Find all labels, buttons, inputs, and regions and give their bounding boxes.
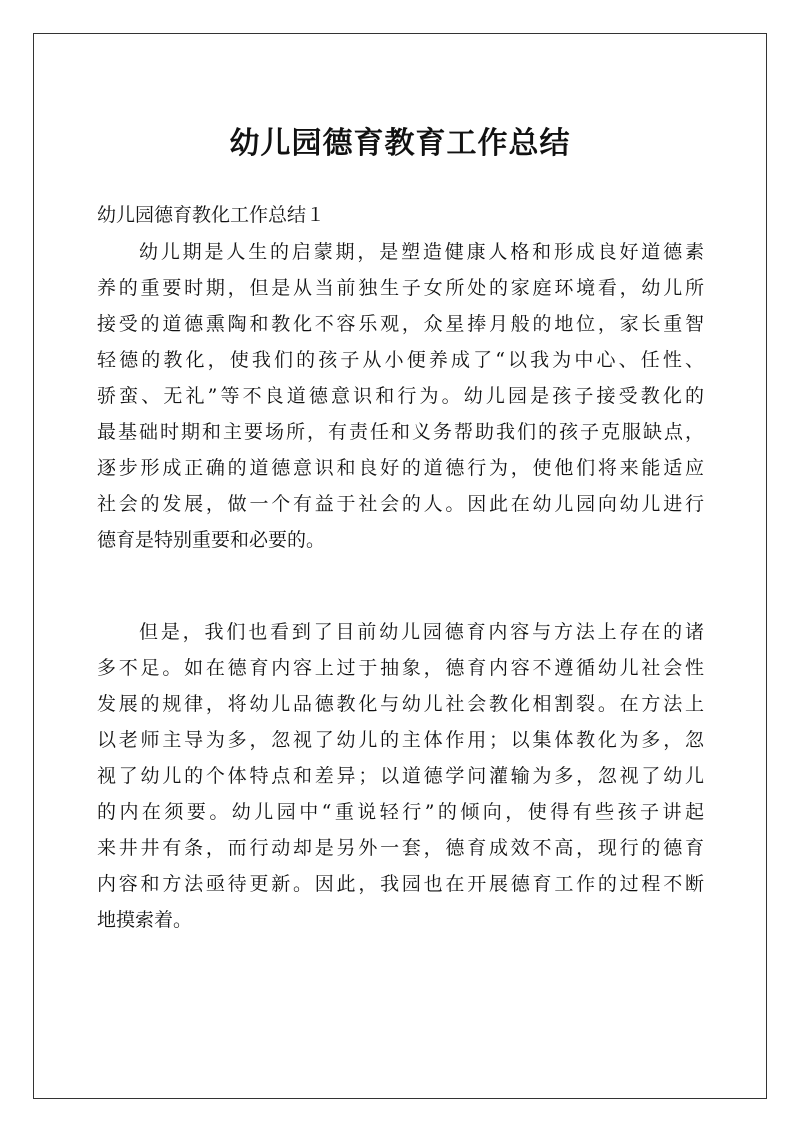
paragraph-line: 幼儿期是人生的启蒙期，是塑造健康人格和形成良好道德素 [139, 241, 704, 263]
paragraph-line: 社会的发展，做一个有益于社会的人。因此在幼儿园向幼儿进行 [97, 493, 704, 515]
paragraph-2 [97, 614, 704, 938]
paragraph-line: 接受的道德熏陶和教化不容乐观，众星捧月般的地位，家长重智 [97, 313, 704, 335]
paragraph-line: 内容和方法亟待更新。因此，我园也在开展德育工作的过程不断 [97, 873, 704, 895]
paragraph-line: 养的重要时期，但是从当前独生子女所处的家庭环境看，幼儿所 [97, 277, 704, 299]
paragraph-line: 视了幼儿的个体特点和差异；以道德学问灌输为多，忽视了幼儿 [97, 765, 704, 787]
paragraph-1 [97, 234, 704, 558]
section-heading: 幼儿园德育教化工作总结１ [97, 204, 326, 226]
paragraph-line: 但是，我们也看到了目前幼儿园德育内容与方法上存在的诸 [139, 621, 704, 643]
paragraph-line: 的内在须要。幼儿园中“重说轻行”的倾向，使得有些孩子讲起 [97, 801, 704, 823]
paragraph-line: 以老师主导为多，忽视了幼儿的主体作用；以集体教化为多，忽 [97, 729, 704, 751]
document-title: 幼儿园德育教育工作总结 [229, 126, 571, 161]
paragraph-line: 轻德的教化，使我们的孩子从小便养成了“以我为中心、任性、 [97, 349, 704, 371]
paragraph-line: 发展的规律，将幼儿品德教化与幼儿社会教化相割裂。在方法上 [97, 693, 704, 715]
paragraph-line: 骄蛮、无礼”等不良道德意识和行为。幼儿园是孩子接受教化的 [97, 385, 704, 407]
paragraph-line: 逐步形成正确的道德意识和良好的道德行为，使他们将来能适应 [97, 457, 704, 479]
paragraph-line: 来井井有条，而行动却是另外一套，德育成效不高，现行的德育 [97, 837, 704, 859]
paragraph-line: 多不足。如在德育内容上过于抽象，德育内容不遵循幼儿社会性 [97, 657, 704, 679]
paragraph-line: 德育是特别重要和必要的。 [97, 529, 326, 551]
page-border [33, 33, 767, 1099]
paragraph-line: 最基础时期和主要场所，有责任和义务帮助我们的孩子克服缺点， [97, 421, 704, 443]
paragraph-line: 地摸索着。 [97, 909, 193, 931]
